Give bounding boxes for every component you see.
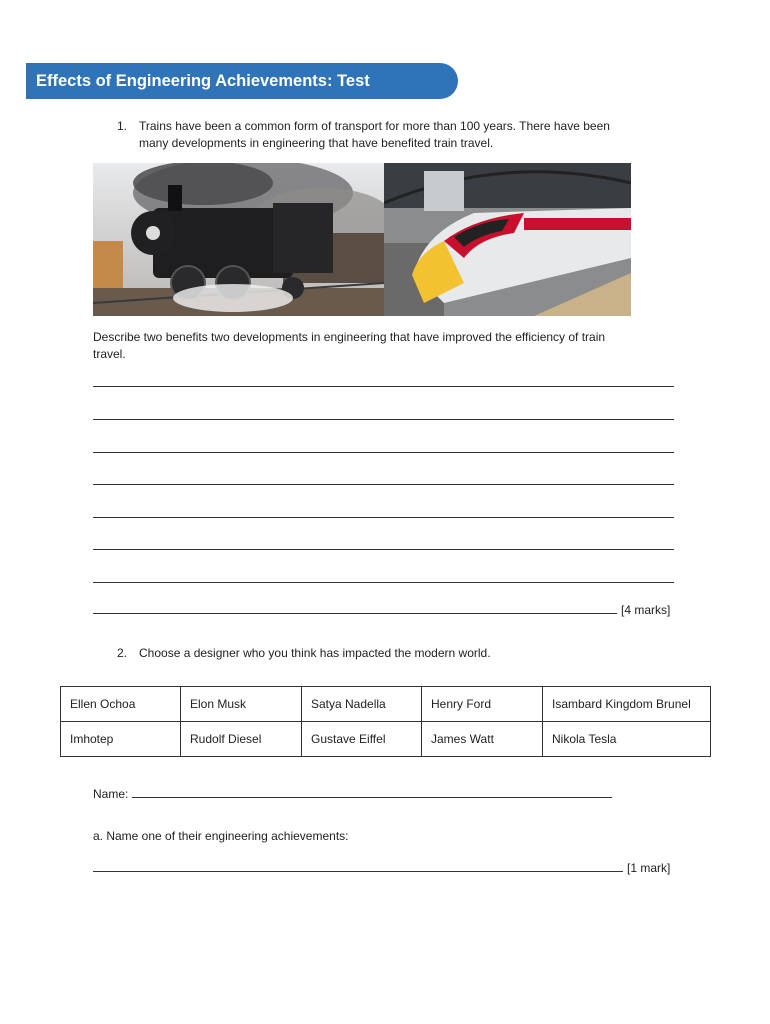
table-cell[interactable]: Elon Musk — [181, 687, 302, 722]
question-text-line1: Trains have been a common form of transport for more than 100 years. There have been — [139, 119, 610, 133]
answer-line-with-marks — [93, 861, 670, 875]
answer-line[interactable] — [93, 517, 674, 518]
table-cell[interactable]: Rudolf Diesel — [181, 722, 302, 757]
designer-table — [60, 686, 711, 757]
table-cell[interactable]: Ellen Ochoa — [61, 687, 181, 722]
table-cell[interactable]: Henry Ford — [422, 687, 543, 722]
name-field-row — [93, 787, 612, 801]
question-number: 1. — [117, 119, 128, 133]
high-speed-train-photo — [384, 163, 631, 316]
answer-line[interactable] — [93, 452, 674, 453]
question-number: 2. — [117, 646, 128, 660]
answer-line-with-marks — [93, 603, 670, 617]
name-label: Name: — [93, 787, 129, 801]
table-cell[interactable]: Isambard Kingdom Brunel — [543, 687, 711, 722]
prompt-line2: travel. — [93, 347, 126, 361]
answer-line[interactable] — [93, 419, 674, 420]
name-answer-line[interactable] — [132, 797, 612, 798]
answer-line[interactable] — [93, 386, 674, 387]
table-cell[interactable]: James Watt — [422, 722, 543, 757]
table-cell[interactable]: Nikola Tesla — [543, 722, 711, 757]
answer-line[interactable] — [93, 871, 623, 872]
question-text: Choose a designer who you think has impacted the modern world. — [139, 646, 491, 660]
question-text-line2: many developments in engineering that have benefited train travel. — [139, 136, 494, 150]
prompt-line1: Describe two benefits two developments in engineering that have improved the efficiency of train — [93, 330, 606, 344]
table-cell[interactable]: Imhotep — [61, 722, 181, 757]
marks-label: [1 mark] — [627, 861, 671, 875]
part-a-question: a. Name one of their engineering achievements: — [93, 829, 349, 843]
table-row — [61, 722, 711, 757]
page-title: Effects of Engineering Achievements: Test — [26, 63, 458, 99]
answer-line[interactable] — [93, 484, 674, 485]
steam-locomotive-photo — [93, 163, 384, 316]
table-cell[interactable]: Gustave Eiffel — [302, 722, 422, 757]
table-row — [61, 687, 711, 722]
marks-label: [4 marks] — [621, 603, 671, 617]
table-cell[interactable]: Satya Nadella — [302, 687, 422, 722]
answer-line[interactable] — [93, 613, 617, 614]
answer-line[interactable] — [93, 549, 674, 550]
answer-line[interactable] — [93, 582, 674, 583]
